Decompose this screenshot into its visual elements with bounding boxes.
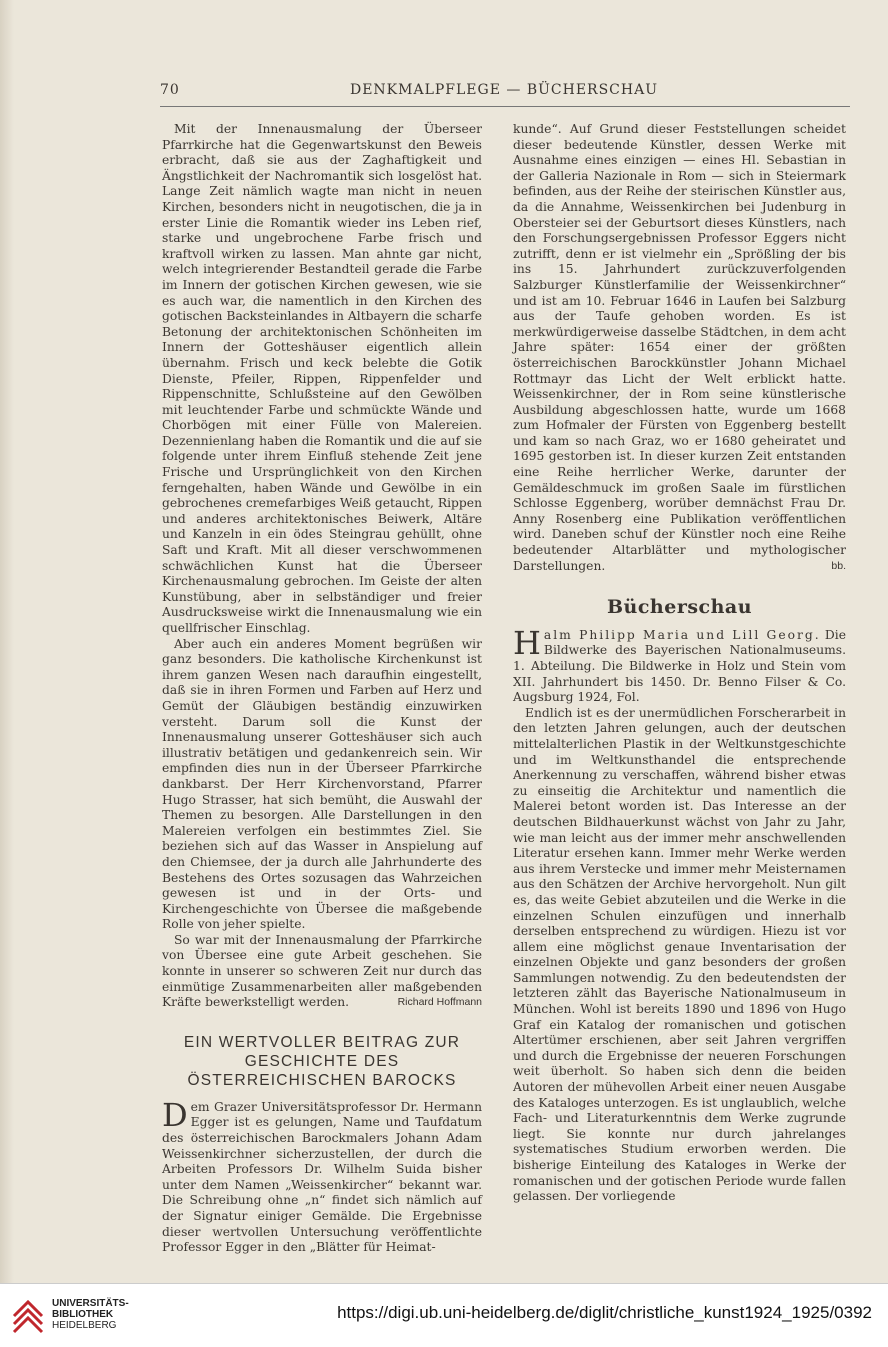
author-signature: Richard Hoffmann: [397, 996, 482, 1009]
section-heading: Bücherschau: [606, 596, 753, 619]
library-name-line: HEIDELBERG: [52, 1320, 117, 1331]
permalink-url[interactable]: https://digi.ub.uni-heidelberg.de/diglit/christliche_kunst1924_1925/0392: [337, 1303, 872, 1322]
review-book-info: Die Bildwerke des Bayerischen Nationalmuseums. 1. Abteilung. Die Bildwerke in Holz und Stein vom XII. Jahrhundert bis 1450. Dr. Benno Filser & Co. Augsburg 1924, Fol.: [513, 627, 846, 705]
running-title: DENKMALPFLEGE — BÜCHERSCHAU: [349, 82, 659, 98]
drop-cap: D: [162, 1095, 188, 1134]
library-name: [52, 1298, 129, 1331]
review-citation: [513, 623, 846, 706]
header-rule: [160, 106, 850, 107]
paragraph-text: So war mit der Innenausmalung der Pfarrkirche von Übersee eine gute Arbeit geschehen. Sie konnte in unserer so schweren Zeit nur durch das einmütige Zusammenarbeiten aller maßgebenden Kräfte bewerkstelligt werden.: [162, 932, 482, 1010]
drop-cap: H: [513, 623, 541, 662]
library-name-line: UNIVERSITÄTS-: [52, 1298, 129, 1309]
paragraph: Mit der Innenausmalung der Überseer Pfarrkirche hat die Gegenwartskunst den Beweis erbracht, daß sie aus der Zaghaftigkeit und Ängstlichkeit der Nachromantik sich losgelöst hat. Lange Zeit nämlich wagte man nicht in neuen Kirchen, besonders nicht in neugotischen, die ja in erster Linie die Romantik wieder ins Leben rief, starke und ungebrochene Farbe frisch und kraftvoll wirken zu lassen. Man ahnte gar nicht, welch integrierender Bestandteil gerade die Farbe im Innern der gotischen Kirchen gewesen, wie sie es auch war, die namentlich in den Kirchen des gotischen Backsteinlandes in Altbayern die scharfe Betonung der architektonischen Schönheiten im Innern der Gotteshäuser eigentlich allein übernahm. Frisch und keck belebte die Gotik Dienste, Pfeiler, Rippen, Rippenfelder und Rippenschnitte, Schlußsteine auf den Gewölben mit leuchtender Farbe und schmückte Wände und Chorbögen mit einer Fülle von Malereien. Dezennienlang haben die Romantik und die auf sie folgende unter ihrem Einfluß stehende Zeit jene Frische und Ursprünglichkeit von den Kirchen ferngehalten, haben Wände und Gewölbe in ein gebrochenes cremefarbiges Weiß getaucht, Rippen und anderes architektonisches Beiwerk, Altäre und Kanzeln in ein ödes Steingrau gehüllt, ohne Saft und Kraft. Mit all dieser verschwommenen schwächlichen Kunst hat die Überseer Kirchenausmalung gebrochen. Im Geiste der alten Kunstübung, aber in selbständiger und freier Ausdrucksweise wirkt die Innenausmalung wie ein quellfrischer Einschlag.: [162, 122, 482, 635]
paragraph: Aber auch ein anderes Moment begrüßen wir ganz besonders. Die katholische Kirchenkunst ist ihrem ganzen Wesen nach daraufhin eingestellt, daß sie in ihren Formen und Farben auf Herz und Gemüt der Gläubigen beständig einzuwirken versteht. Darum soll die Kunst der Innenausmalung unserer Gotteshäuser sich auch illustrativ betätigen und gedankenreich sein. Wir empfinden dies nun in der Überseer Pfarrkirche dankbarst. Der Herr Kirchenvorstand, Pfarrer Hugo Strasser, hat sich bemüht, die Auswahl der Themen zu besorgen. Alle Darstellungen in den Malereien verfolgen ein bestimmtes Ziel. Sie beziehen sich auf das Wasser in Anspielung auf den Chiemsee, der ja durch alle Jahrhunderte des Bestehens des Ortes sozusagen das Wahrzeichen gewesen ist und in der Orts- und Kirchengeschichte von Übersee die maßgebende Rolle von jeher spielte.: [162, 636, 482, 932]
article-heading: EIN WERTVOLLER BEITRAG ZUR GESCHICHTE DES ÖSTERREICHISCHEN BAROCKS: [183, 1033, 461, 1089]
right-column: [513, 122, 846, 1205]
paragraph: [162, 1095, 482, 1256]
paragraph: [162, 933, 482, 1011]
page-header: [160, 82, 848, 104]
viewer-footer: [0, 1283, 888, 1347]
continued-text: kunde“. Auf Grund dieser Feststellungen scheidet dieser bedeutende Künstler, dessen Werke mit Ausnahme eines einzigen — eines Hl. Sebastian in der Galleria Nazionale in Rom — sich in Steiermark befinden, aus der Reihe der steirischen Künstler aus, da die Annahme, Weissenkirchen bei Judenburg in Obersteier sei der Geburtsort dieses Künstlers, nach den Forschungsergebnissen Professor Eggers nicht zutrifft, denn er ist vielmehr ein „Sprößling der bis ins 15. Jahrhundert zurückzuverfolgenden Salzburger Künstlerfamilie der Weissenkirchner“ und ist am 10. Februar 1646 in Laufen bei Salzburg aus der Taufe gehoben worden. Es ist merkwürdigerweise dasselbe Städtchen, in dem acht Jahre später: 1654 einer der größten österreichischen Barockkünstler Johann Michael Rottmayr das Licht der Welt erblickt hatte. Weissenkirchner, der in Rom seine künstlerische Ausbildung abgeschlossen hatte, wurde um 1668 zum Hofmaler der Fürsten von Eggenberg bestellt und kam so nach Graz, wo er 1680 geheiratet und 1695 gestorben ist. In dieser kurzen Zeit entstanden eine Reihe herrlicher Werke, darunter der Gemäldeschmuck im großen Saale im fürstlichen Schlosse Eggenberg, worüber demnächst Frau Dr. Anny Rosenberg eine Publikation veröffentlichen wird. Daneben schuf der Künstler noch eine Reihe bedeutender Altarblätter und mythologischer Darstellungen.: [513, 122, 846, 573]
page-number: 70: [160, 82, 180, 98]
paragraph: [513, 122, 846, 574]
review-authors: alm Philipp Maria und Lill Georg.: [543, 627, 821, 642]
library-name-line: BIBLIOTHEK: [52, 1309, 114, 1320]
article-text: em Grazer Universitätsprofessor Dr. Hermann Egger ist es gelungen, Name und Taufdatum des österreichischen Barockmalers Johann Adam Weissenkirchner sicherzustellen, der durch die Arbeiten Professors Dr. Wilhelm Suida bisher unter dem Namen „Weissenkircher“ bekannt war. Die Schreibung ohne „n“ findet sich nämlich auf der Signatur einiger Gemälde. Die Ergebnisse dieser wertvollen Untersuchung veröffentlichte Professor Egger in den „Blätter für Heimat-: [162, 1099, 482, 1255]
ub-heidelberg-logo-icon[interactable]: [10, 1294, 46, 1334]
author-signature: bb.: [831, 559, 846, 572]
left-column: [162, 122, 482, 1256]
paragraph: Endlich ist es der unermüdlichen Forscherarbeit in den letzten Jahren gelungen, auch der deutschen mittelalterlichen Plastik in der Weltkunstgeschichte und im Weltkunsthandel die entsprechende Anerkennung zu verschaffen, während bisher etwas zu einseitig die Architektur und namentlich die Malerei betont worden ist. Das Interesse an der deutschen Bildhauerkunst wächst von Jahr zu Jahr, wie man leicht aus der immer mehr anschwellenden Literatur ersehen kann. Immer mehr Werke werden aus ihrem Verstecke und immer mehr Meisternamen aus den Schätzen der Archive hervorgeholt. Nun gilt es, das weite Gebiet abzuteilen und die Werke in die einzelnen Schulen einzufügen und innerhalb derselben entsprechend zu würdigen. Hiezu ist vor allem eine möglichst genaue Inventarisation der einzelnen Objekte und ganz besonders der großen Sammlungen notwendig. Zu den bedeutendsten der letzteren zählt das Bayerische Nationalmuseum in München. Wohl ist bereits 1890 und 1896 von Hugo Graf ein Katalog der romanischen und gotischen Altertümer erschienen, aber seit Jahren vergriffen und durch die Ergebnisse der neueren Forschungen weit überholt. So haben sich denn die beiden Autoren der mühevollen Arbeit einer neuen Ausgabe des Kataloges unterzogen. Es ist unglaublich, welche Fach- und Literaturkenntnis dem Werke zugrunde liegt. Sie konnte nur durch jahrelanges systematisches Studium erworben werden. Die bisherige Einteilung des Kataloges in Werke der romanischen und der gotischen Periode wurde fallen gelassen. Der vorliegende: [513, 705, 846, 1204]
